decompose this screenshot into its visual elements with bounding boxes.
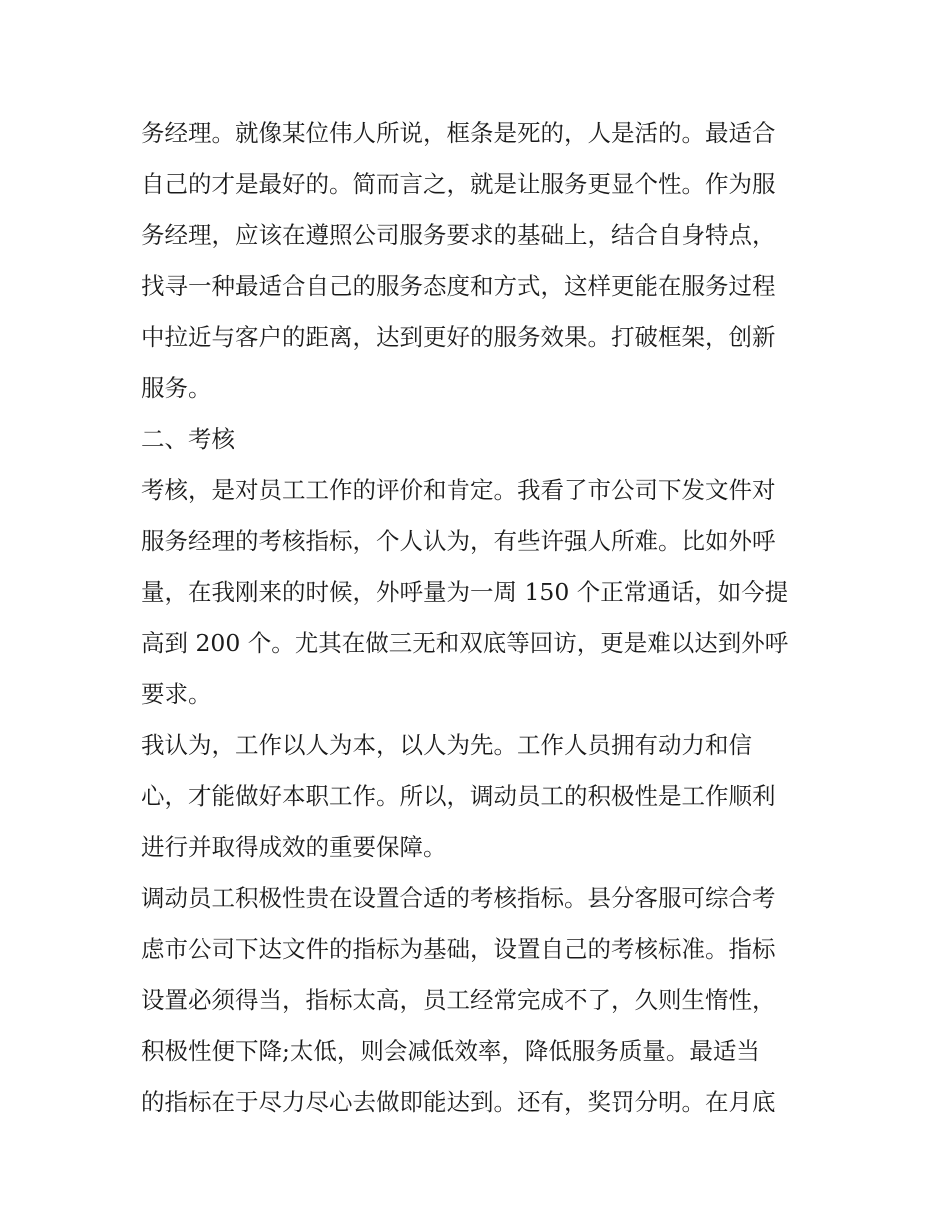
text-line: 务经理。就像某位伟人所说，框条是死的，人是活的。最适合 <box>141 119 776 147</box>
text-line: 中拉近与客户的距离，达到更好的服务效果。打破框架，创新 <box>141 323 776 351</box>
text-line: 服务经理的考核指标，个人认为，有些许强人所难。比如外呼 <box>141 527 776 555</box>
text-line: 积极性便下降;太低，则会减低效率，降低服务质量。最适当 <box>141 1037 760 1065</box>
text-line: 找寻一种最适合自己的服务态度和方式，这样更能在服务过程 <box>141 272 776 300</box>
text-line: 设置必须得当，指标太高，员工经常完成不了，久则生惰性， <box>141 986 776 1014</box>
text-line: 的指标在于尽力尽心去做即能达到。还有，奖罚分明。在月底 <box>141 1088 776 1116</box>
section-heading: 二、考核 <box>141 425 235 453</box>
text-line: 量，在我刚来的时候，外呼量为一周 150 个正常通话，如今提 <box>141 578 789 606</box>
text-line: 心，才能做好本职工作。所以，调动员工的积极性是工作顺利 <box>141 782 776 810</box>
body-text <box>141 108 813 1128</box>
text-line: 进行并取得成效的重要保障。 <box>141 833 447 861</box>
text-line: 调动员工积极性贵在设置合适的考核指标。县分客服可综合考 <box>141 884 776 912</box>
text-line: 务经理，应该在遵照公司服务要求的基础上，结合自身特点， <box>141 221 776 249</box>
text-line: 高到 200 个。尤其在做三无和双底等回访，更是难以达到外呼 <box>141 629 789 657</box>
text-line: 虑市公司下达文件的指标为基础，设置自己的考核标准。指标 <box>141 935 776 963</box>
text-line: 自己的才是最好的。简而言之，就是让服务更显个性。作为服 <box>141 170 776 198</box>
text-line: 我认为，工作以人为本，以人为先。工作人员拥有动力和信 <box>141 731 752 759</box>
text-line: 服务。 <box>141 374 212 402</box>
text-line: 考核，是对员工工作的评价和肯定。我看了市公司下发文件对 <box>141 476 776 504</box>
text-line: 要求。 <box>141 680 212 708</box>
